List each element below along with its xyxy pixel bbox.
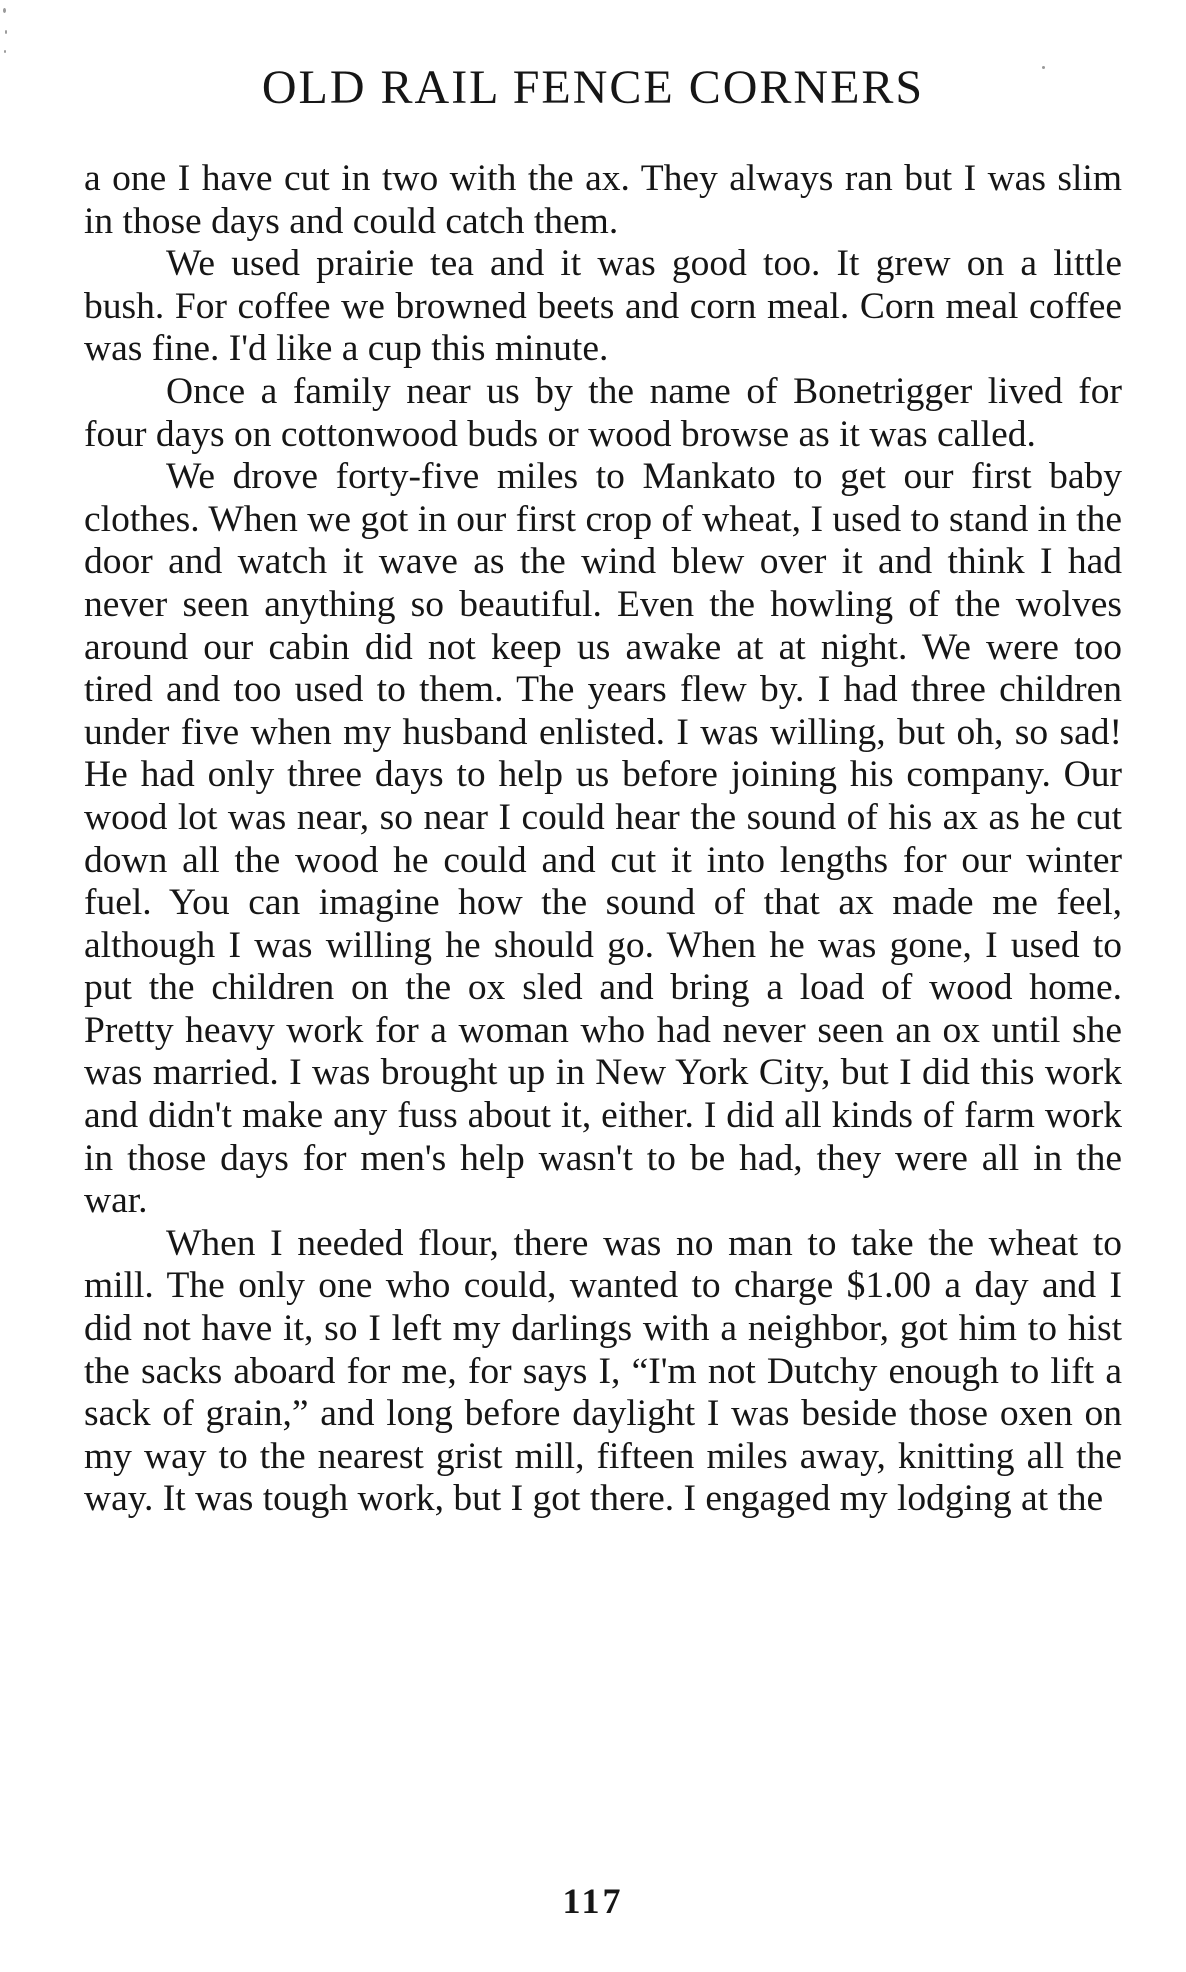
running-head: OLD RAIL FENCE CORNERS — [261, 61, 925, 114]
scan-speck — [5, 30, 7, 34]
paragraph-continuation: a one I have cut in two with the ax. They always ran but I was slim in those days and could catch them. — [84, 158, 1122, 242]
body-text — [84, 158, 1122, 1521]
paragraph: We drove forty-five miles to Mankato to get our first baby clothes. When we got in our first crop of wheat, I used to stand in the door and watch it wave as the wind blew over it and think I had never seen anything so beautiful. Even the howling of the wolves around our cabin did not keep us awake at at night. We were too tired and too used to them. The years flew by. I had three children under five when my husband enlisted. I was willing, but oh, so sad! He had only three days to help us before joining his company. Our wood lot was near, so near I could hear the sound of his ax as he cut down all the wood he could and cut it into lengths for our winter fuel. You can imagine how the sound of that ax made me feel, although I was willing he should go. When he was gone, I used to put the children on the ox sled and bring a load of wood home. Pretty heavy work for a woman who had never seen an ox until she was married. I was brought up in New York City, but I did this work and didn't make any fuss about it, either. I did all kinds of farm work in those days for men's help wasn't to be had, they were all in the war. — [84, 456, 1122, 1222]
paragraph: Once a family near us by the name of Bonetrigger lived for four days on cottonwood buds or wood browse as it was called. — [84, 370, 1122, 455]
paragraph: We used prairie tea and it was good too. It grew on a little bush. For coffee we browned beets and corn meal. Corn meal coffee was fine. I'd like a cup this minute. — [84, 243, 1122, 370]
scan-speck — [3, 8, 6, 13]
scan-speck — [4, 50, 6, 53]
paragraph: When I needed flour, there was no man to take the wheat to mill. The only one who could, wanted to charge $1.00 a day and I did not have it, so I left my darlings with a neighbor, got him to hist the sacks aboard for me, for says I, “I'm not Dutchy enough to lift a sack of grain,” and long before daylight I was beside those oxen on my way to the nearest grist mill, fifteen miles away, knitting all the way. It was tough work, but I got there. I engaged my lodging at the — [84, 1222, 1122, 1520]
page-number: 117 — [562, 1881, 624, 1921]
